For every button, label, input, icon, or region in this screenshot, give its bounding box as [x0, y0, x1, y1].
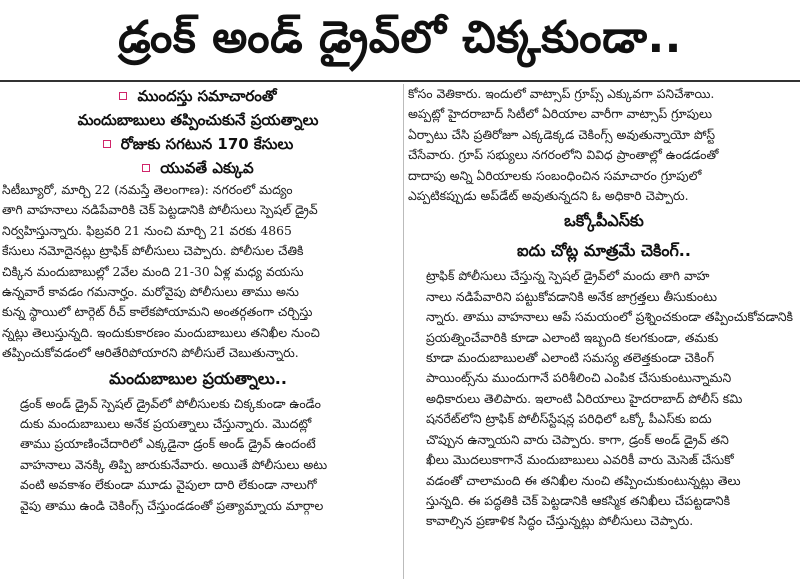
- article-line: నిర్వహిస్తున్నారు. ఫిబ్రవరి 21 నుంచి మార్చి 21 వరకు 4865: [2, 222, 292, 238]
- highlight-4-text: యువతే ఎక్కువ: [160, 159, 254, 177]
- highlight-2-text: మందుబాబులు తప్పించుకునే ప్రయత్నాలు: [77, 111, 319, 129]
- left-article-body: [2, 180, 394, 364]
- article-line: తప్పించుకోవడంలో ఆరితేరిపోయారని పోలీసులే చెబుతున్నారు.: [2, 345, 299, 361]
- bullet-icon: [142, 164, 150, 172]
- article-line: ప్రయత్నించేవారికి కూడా ఎలాంటి ఇబ్బంది కలగకుండా, తమకు: [426, 329, 719, 345]
- article-line: తాగి వాహనాలు నడిపేవారికి చెక్ పెట్టడానికి పోలీసులు స్పెషల్ డ్రైవ్: [2, 202, 318, 218]
- article-line: దాదాపు అన్ని ఏరియాలకు సంబంధించిన సమాచారం గ్రూపులో: [408, 167, 702, 183]
- article-line: నాలు నడిపేవారిని పట్టుకోవడానికి అనేక జాగ్రత్తలు తీసుకుంటు: [426, 288, 718, 304]
- article-line: ట్రాఫిక్ పోలీసులు చేస్తున్న స్పెషల్ డ్రైవ్‌లో మందు తాగి వాహ: [426, 268, 710, 284]
- article-line: వంటి అవకాశం లేకుండా మూడు వైపులా దారి లేకుండా నాలుగో: [20, 477, 317, 493]
- column-rule: [403, 84, 404, 579]
- right-article-body-2: [408, 266, 800, 531]
- article-line: ఎప్పటికప్పుడు అప్‌డేట్ అవుతున్నదని ఓ అధికారి చెప్పారు.: [408, 188, 689, 204]
- highlight-3-text: రోజుకు సగటున 170 కేసులు: [120, 135, 294, 153]
- right-article-body: [408, 84, 800, 206]
- article-line: ఉన్నవారే కావడం గమనార్హం. మరోవైపు పోలీసులు తాము అను: [2, 284, 299, 300]
- headline: డ్రంక్ అండ్ డ్రైవ్‌లో చిక్కకుండా..: [118, 12, 682, 63]
- left-article-body-2: [2, 394, 394, 516]
- article-line: ఏర్పాటు చేసి ప్రతిరోజూ ఎక్కడెక్కడ చెకింగ్స్ అవుతున్నాయో పోస్ట్: [408, 126, 716, 142]
- article-line: కావాల్సిన ప్రణాళిక సిద్ధం చేస్తున్నట్లు పోలీసులు చెప్పారు.: [426, 513, 694, 529]
- article-line: పాయింట్స్‌ను ముందుగానే పరిశీలించి ఎంపిక చేసుకుంటున్నామని: [426, 370, 732, 386]
- article-line: కున్న స్థాయిలో టార్గెట్ రీచ్ కాలేకపోయామని అంతర్గతంగా చర్చిస్తు: [2, 304, 313, 320]
- article-line: సిటీబ్యూరో, మార్చి 22 (నమస్తే తెలంగాణ): నగరంలో మద్యం: [2, 182, 293, 197]
- article-line: వడంతో చాలామంది ఈ తనిఖీల నుంచి తప్పించుకుంటున్నట్లు తెలు: [426, 472, 741, 488]
- article-line: తాము ప్రయాణించేదారిలో ఎక్కడైనా డ్రంక్ అండ్ డ్రైవ్ ఉందంటే: [20, 436, 316, 452]
- article-line: ఖీలు మొదలుకాగానే మందుబాబులు ఎవరికీ వారు మెసెజ్ చేసుకో: [426, 452, 734, 468]
- right-column: [408, 84, 800, 579]
- article-line: న్నట్లు తెలుస్తున్నది. ఇందుకుకారణం మందుబాబులు తనిఖీల నుంచి: [2, 324, 320, 340]
- article-line: అధికారులు తెలిపారు. ఇలాంటి ఏరియాలు హైదరాబాద్ పోలీస్ కమి: [426, 390, 743, 406]
- right-subheading-2: ఐదు చోట్ల మాత్రమే చెకింగ్..: [517, 241, 691, 261]
- article-line: కోసం వెతికారు. ఇందులో వాట్సాప్ గ్రూప్స్ ఎక్కువగా పనిచేశాయి.: [408, 86, 715, 101]
- bullet-icon: [103, 140, 111, 148]
- left-column: [2, 84, 394, 579]
- article-line: షనరేట్‌లోని ట్రాఫిక్ పోలీస్‌స్టేషన్ల పరిధిలో ఒక్కో పీఎస్‌కు ఐదు: [426, 411, 712, 427]
- article-line: చిక్కిన మందుబాబుల్లో 2వేల మంది 21-30 ఏళ్ల మధ్య వయసు: [2, 263, 304, 279]
- bullet-icon: [119, 92, 127, 100]
- article-line: వైపు తాము ఉండి చెకింగ్స్ చేస్తుండడంతో ప్రత్యామ్నాయ మార్గాల: [20, 497, 324, 513]
- highlight-2: [2, 108, 394, 132]
- article-line: వాహనాలు వెనక్కి తిప్పి జారుకునేవారు. అయితే పోలీసులు అటు: [20, 456, 328, 472]
- article-line: కేసులు నమోదైనట్లు ట్రాఫిక్ పోలీసులు చెప్పారు. పోలీసుల చేతికి: [2, 243, 304, 259]
- article-line: డ్రంక్ అండ్ డ్రైవ్ స్పెషల్ డ్రైవ్‌లో పోలీసులకు చిక్కకుండా ఉండేం: [20, 395, 321, 411]
- article-line: చేసేవారు. గ్రూప్ సభ్యులు నగరంలోని వివిధ ప్రాంతాల్లో ఉండడంతో: [408, 147, 719, 163]
- article-line: చొప్పున ఉన్నాయని వారు చెప్పారు. కాగా, డ్రంక్ అండ్ డ్రైవ్ తని: [426, 431, 729, 447]
- highlight-3: [2, 132, 394, 156]
- headline-divider: [0, 80, 800, 82]
- highlight-1-text: ముందస్తు సమాచారంతో: [137, 87, 277, 105]
- left-subheading: మందుబాబుల ప్రయత్నాలు..: [109, 368, 287, 388]
- article-line: కూడా మందుబాబులతో ఎలాంటి సమస్య తలెత్తకుండా చెకింగ్: [426, 350, 714, 366]
- highlight-1: [2, 84, 394, 108]
- article-line: స్తున్నది. ఈ పద్ధతికి చెక్ పెట్టడానికి ఆకస్మిక తనిఖీలు చేపట్టడానికి: [426, 492, 731, 508]
- article-line: అప్పట్లో హైదరాబాద్ సిటీలో ఏరియాల వారీగా వాట్సాప్ గ్రూపులు: [408, 106, 713, 122]
- article-line: న్నారు. తాము వాహనాలు ఆపే సమయంలో ప్రశ్నించకుండా తప్పించుకోవడానికి: [426, 309, 793, 325]
- highlight-4: [2, 156, 394, 180]
- article-line: దుకు మందుబాబులు అనేక ప్రయత్నాలు చేస్తున్నారు. మొదట్లో: [20, 416, 312, 432]
- right-subheading-1: ఒక్కోపీఎస్‌కు: [564, 211, 644, 231]
